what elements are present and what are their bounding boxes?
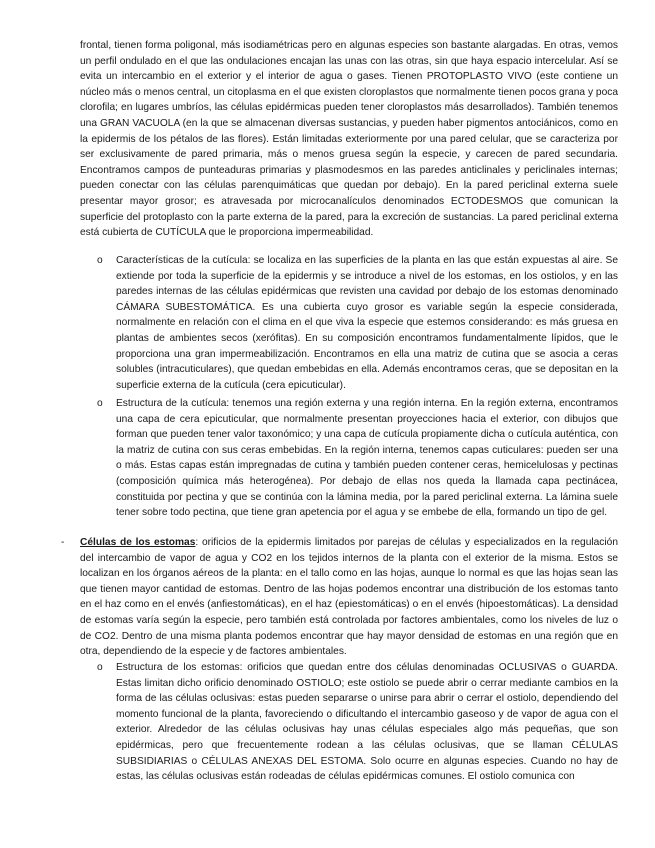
stomata-structure-item [97,660,618,785]
bullet-circle: o [97,662,103,673]
stomata-item [61,535,618,660]
dash-bullet: - [61,537,65,548]
cuticle-characteristics-text: Características de la cutícula: se localiza en las superficies de la planta en las que están expuestas al aire. Se extiende por toda la superficie de la epidermis y se introduce a nivel de los estomas, en los ostiolos, y en las paredes internas de las células epidérmicas que revisten una cavidad por debajo de los estomas denominado CÁMARA SUBESTOMÁTICA. Es una cubierta cuyo grosor es variable según la especie considerada, normalmente en relación con el clima en el que viva la especie que estemos considerando: es más gruesa en plantas de ambientes secos (xerófitas). En su composición encontramos fundamentalmente lípidos, que le proporciona una gran impermeabilización. Encontramos en ella una matriz de cutina que se asocia a ceras solubles (intracuticulares), que quedan embebidas en ella. Además encontramos ceras, que se depositan en la superficie externa de la cutícula (cera epicuticular). [116,255,618,391]
intro-paragraph-text: frontal, tienen forma poligonal, más isodiamétricas pero en algunas especies son bastante alargadas. En otras, vemos un perfil ondulado en el que las ondulaciones encajan las unas con las otras, sin que haya espacio intercelular. Así se evita un intercambio en el exterior y el interior de agua o gases. Tienen PROTOPLASTO VIVO (este contiene un núcleo más o menos central, un citoplasma en el que existen cloroplastos que normalmente tienen pocos grana y poca clorofila; en lugares umbríos, las células epidérmicas pueden tener cloroplastos más desarrollados). También tenemos una GRAN VACUOLA (en la que se almacenan diversas sustancias, y pueden haber pigmentos antociánicos, como en la epidermis de los pétalos de las flores). Están limitadas exteriormente por una pared celular, que se caracteriza por ser exclusivamente de pared primaria, más o menos gruesa según la especie, y carecen de pared secundaria. Encontramos campos de punteaduras primarias y plasmodesmos en las paredes anticlinales y periclinales internas; pueden conectar con las células parenquimáticas que quedan por debajo). En la pared periclinal externa suele presentar mayor grosor; es atravesada por microcanalículos denominados ECTODESMOS que comunican la superficie del protoplasto con la parte externa de la pared, para la excreción de sustancias. La pared periclinal externa está cubierta de CUTÍCULA que le proporciona impermeabilidad. [80,40,618,239]
stomata-heading: Células de los estomas [80,537,196,548]
bullet-circle: o [97,255,103,266]
stomata-text: : orificios de la epidermis limitados por parejas de células y especializados en la regulación del intercambio de vapor de agua y CO2 en los tejidos internos de la planta con el exterior de la misma. Estos se localizan en los órganos aéreos de la planta: en el tallo como en las hojas, aunque lo normal es que las hojas sean las que tienen mayor cantidad de estomas. Dentro de las hojas podemos encontrar una distribución de los estomas tanto en el haz como en el envés (anfiestomáticas), en el haz (epiestomáticas) o en el envés (hipoestomáticas). La densidad de estomas varía según la especie, pero también está controlada por factores ambientales, como los niveles de luz o de CO2. Dentro de una misma planta podemos encontrar que hay mayor densidad de estomas en una región que en otra, dependiendo de la especie y de factores ambientales. [80,537,618,658]
stomata-paragraph [80,535,618,660]
cuticle-structure-text: Estructura de la cutícula: tenemos una región externa y una región interna. En la región externa, encontramos una capa de cera epicuticular, que normalmente presentan proyecciones hacia el exterior, con dibujos que forman que pueden tener valor taxonómico; y una capa de cutícula propiamente dicha o cutícula auténtica, con la matriz de cutina con sus ceras embebidas. En la región interna, tenemos capas cuticulares: pueden ser una o más. Estas capas están impregnadas de cutina y también pueden contener ceras, hemicelulosas y pectinas (composición química más heterogénea). Por debajo de ellas nos queda la llamada capa pectinácea, constituida por pectina y que se continúa con la lámina media, por la pared periclinal externa. La lámina suele tener sobre todo pectina, que tiene gran apetencia por el agua y se embebe de ella, formando un tipo de gel. [116,398,618,519]
bullet-circle: o [97,398,103,409]
stomata-structure-text: Estructura de los estomas: orificios que quedan entre dos células denominadas OCLUSIVAS o GUARDA. Estas limitan dicho orificio denominado OSTIOLO; este ostiolo se puede abrir o cerrar mediante cambios en la forma de las células oclusivas: estas pueden separarse o unirse para abrir o cerrar el ostiolo, dependiendo del momento funcional de la planta, favoreciendo o dificultando el intercambio gaseoso y de vapor de agua con el exterior. Alrededor de las células oclusivas hay unas células especiales algo más pequeñas, que son epidérmicas, pero que frecuentemente rodean a las células oclusivas, que se llaman CÉLULAS SUBSIDIARIAS o CÉLULAS ANEXAS DEL ESTOMA. Solo ocurre en algunas especies. Cuando no hay de estas, las células oclusivas están rodeadas de células epidérmicas comunes. El ostiolo comunica con [116,662,618,783]
cuticle-characteristics-item [97,253,618,393]
cuticle-structure-item [97,396,618,521]
intro-paragraph [80,38,618,241]
